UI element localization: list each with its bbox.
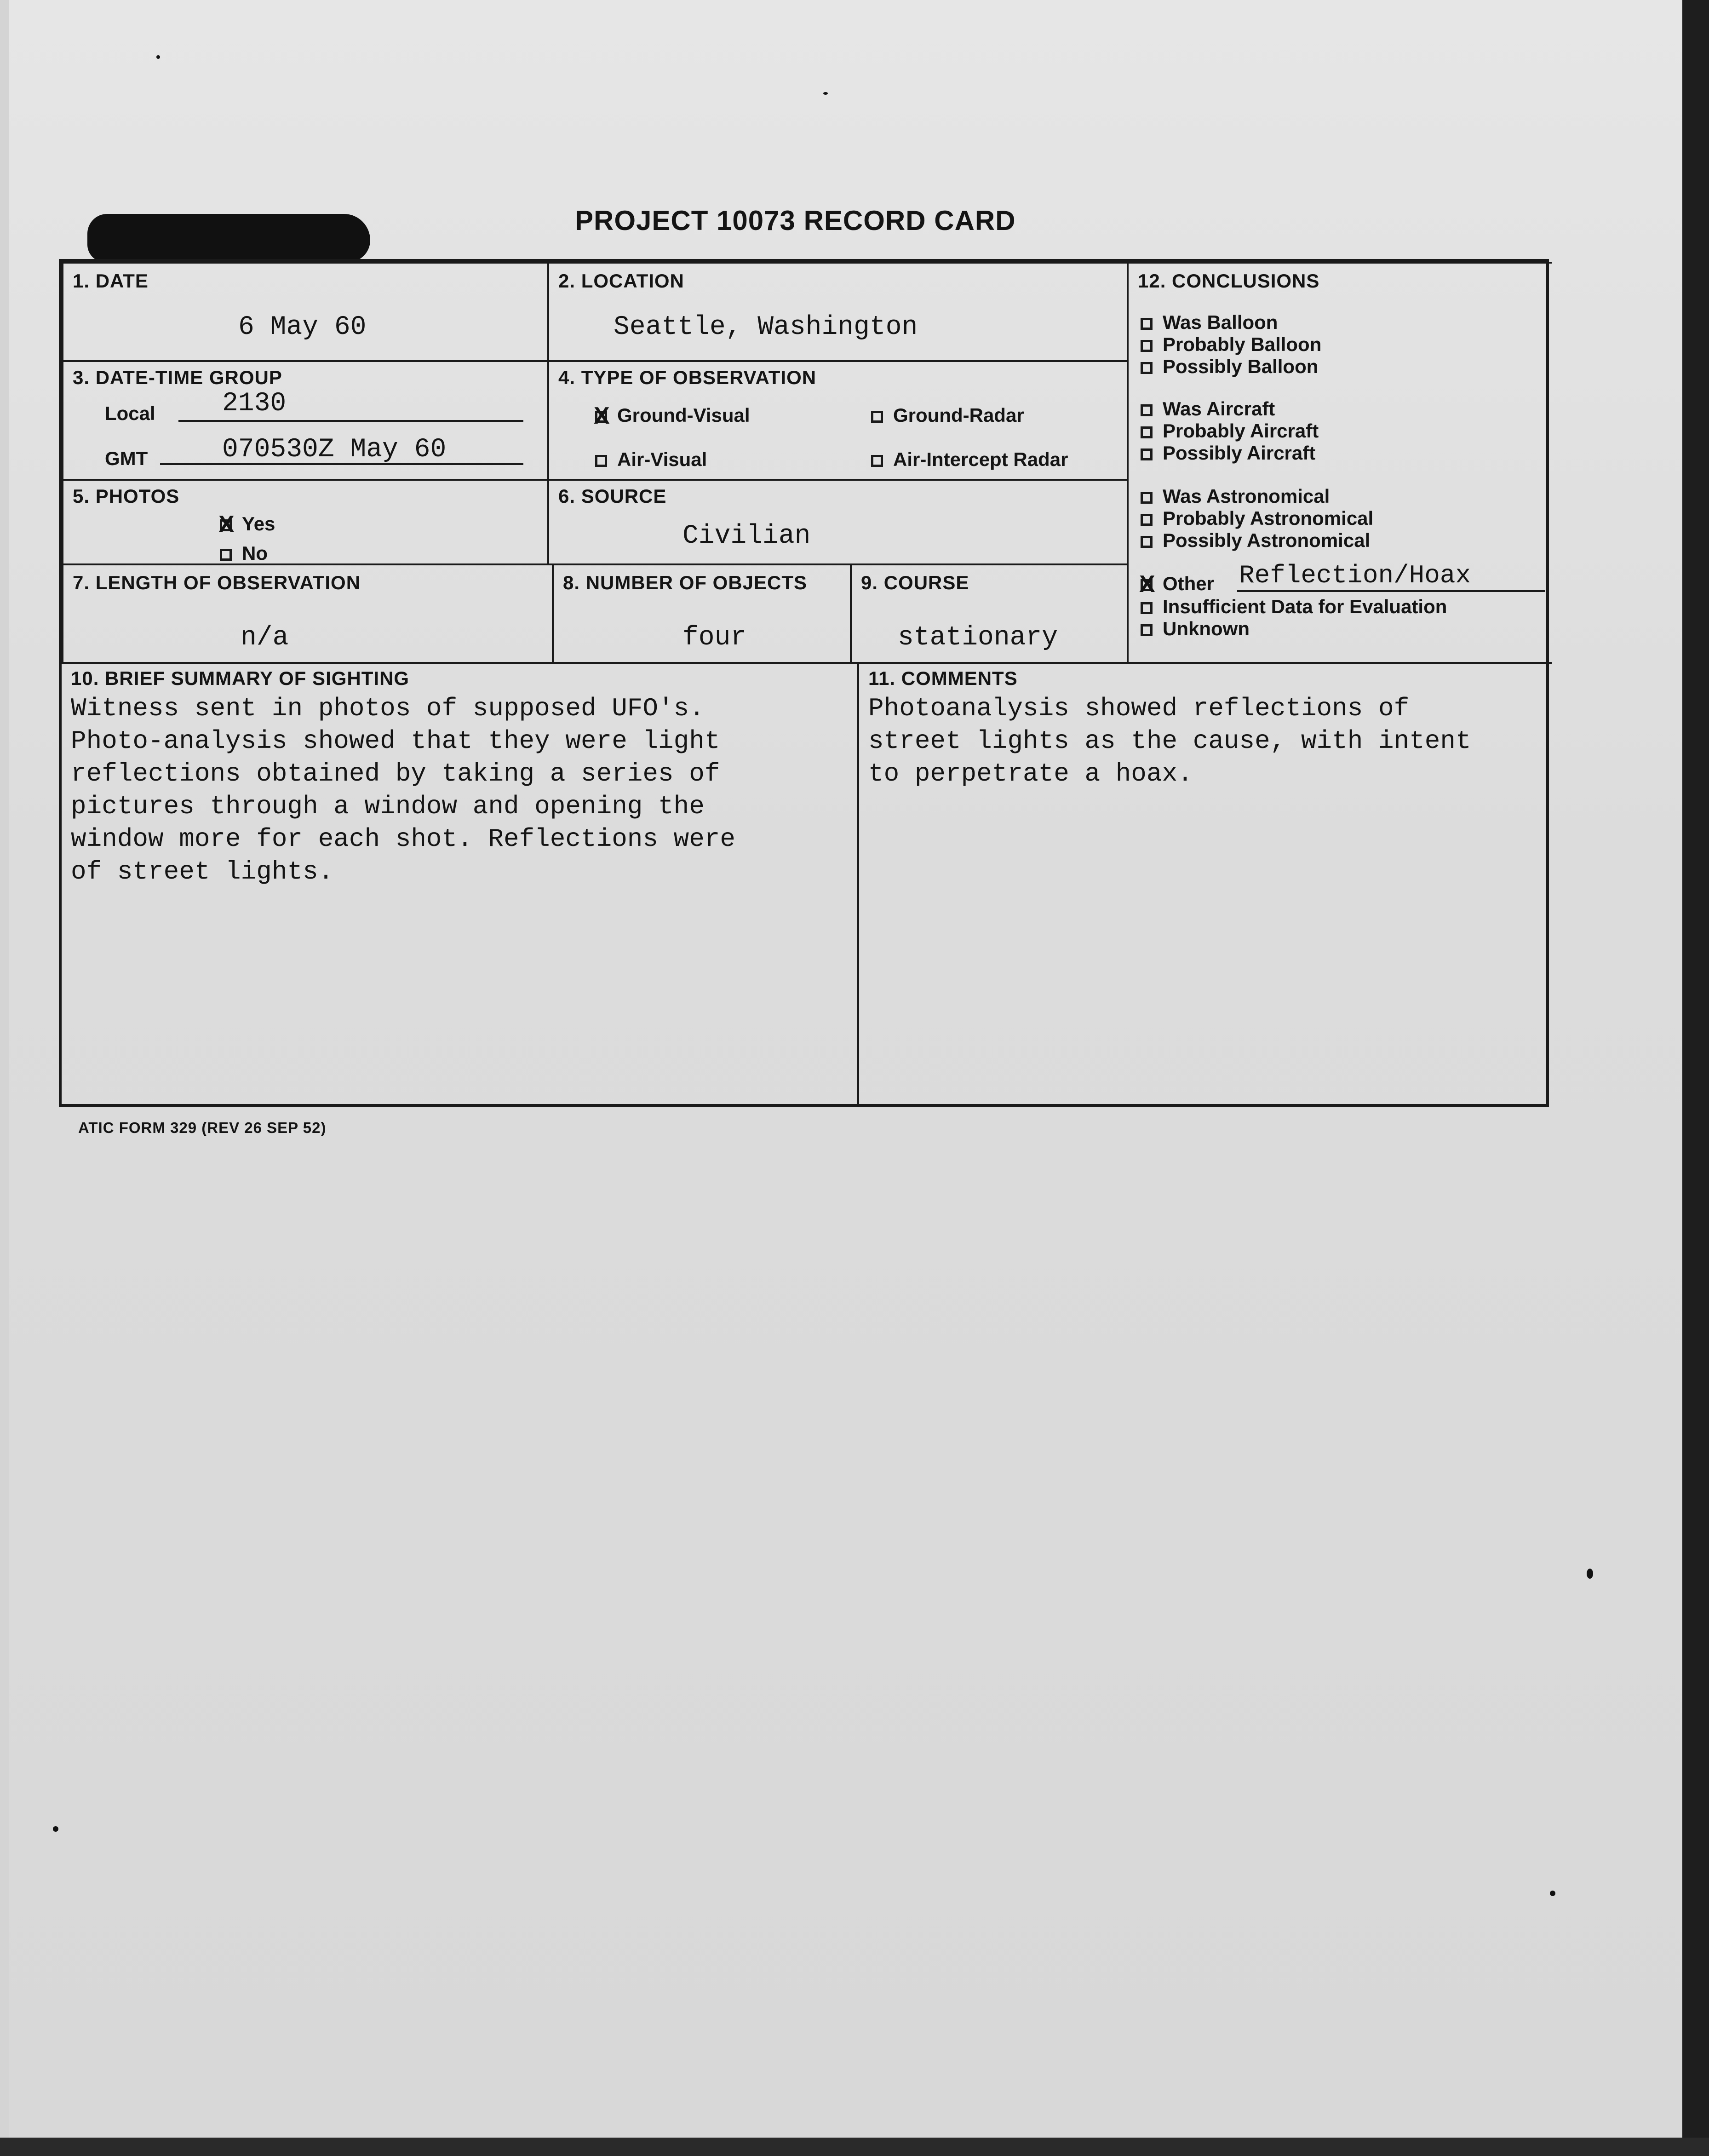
- location-cell: [547, 262, 1129, 362]
- source-value: Civilian: [682, 521, 811, 551]
- other-underline: [1237, 590, 1545, 592]
- comments-line: Photoanalysis showed reflections of: [868, 694, 1410, 723]
- conclusion-was-aircraft[interactable]: Was Aircraft: [1141, 398, 1275, 420]
- course-label: 9. COURSE: [861, 572, 969, 593]
- dust-speck: [156, 55, 160, 59]
- photos-no-option[interactable]: No: [220, 542, 268, 564]
- summary-line: pictures through a window and opening the: [71, 792, 705, 821]
- location-label: 2. LOCATION: [558, 270, 684, 292]
- local-underline: [178, 420, 523, 422]
- checkbox-icon: [1141, 448, 1153, 460]
- comments-line: to perpetrate a hoax.: [868, 759, 1193, 788]
- option-air-intercept-radar[interactable]: Air-Intercept Radar: [871, 448, 1068, 471]
- conclusion-insufficient-data[interactable]: Insufficient Data for Evaluation: [1141, 596, 1447, 618]
- checkbox-icon: [1141, 362, 1153, 374]
- conclusion-probably-balloon[interactable]: Probably Balloon: [1141, 333, 1321, 356]
- date-label: 1. DATE: [73, 270, 149, 292]
- checkbox-icon: [1141, 514, 1153, 526]
- summary-line: Witness sent in photos of supposed UFO's.: [71, 694, 705, 723]
- option-ground-visual[interactable]: XGround-Visual: [595, 404, 750, 426]
- redaction-mark: [87, 214, 370, 262]
- checkbox-icon: [871, 455, 883, 467]
- checked-box-icon: [220, 519, 232, 531]
- source-cell: [547, 479, 1129, 565]
- location-value: Seattle, Washington: [614, 312, 918, 342]
- local-value: 2130: [222, 389, 287, 419]
- photos-label: 5. PHOTOS: [73, 485, 180, 507]
- record-card: [59, 259, 1549, 1107]
- summary-line: window more for each shot. Reflections were: [71, 824, 736, 854]
- summary-line: Photo-analysis showed that they were light: [71, 726, 720, 756]
- source-label: 6. SOURCE: [558, 485, 667, 507]
- conclusion-other-value: Reflection/Hoax: [1239, 561, 1471, 590]
- checkbox-icon: [1141, 318, 1153, 330]
- photos-yes-option[interactable]: XYes: [220, 513, 275, 535]
- comments-line: street lights as the cause, with intent: [868, 726, 1471, 756]
- type-of-observation-cell: [547, 360, 1129, 481]
- conclusions-cell: [1127, 262, 1552, 664]
- dust-speck: [823, 92, 828, 95]
- dtg-label: 3. DATE-TIME GROUP: [73, 367, 282, 388]
- length-label: 7. LENGTH OF OBSERVATION: [73, 572, 361, 593]
- number-objects-value: four: [682, 623, 747, 653]
- length-value: n/a: [241, 623, 289, 653]
- checkbox-icon: [1141, 340, 1153, 352]
- local-label: Local: [105, 402, 155, 424]
- conclusion-possibly-astronomical[interactable]: Possibly Astronomical: [1141, 529, 1370, 552]
- checked-box-icon: [595, 411, 607, 423]
- checked-box-icon: [1141, 579, 1153, 591]
- comments-label: 11. COMMENTS: [868, 667, 1018, 689]
- summary-text: [71, 692, 735, 888]
- document-sheet: [9, 0, 1683, 2156]
- dust-speck: [1587, 1569, 1593, 1579]
- summary-cell: [62, 662, 859, 1104]
- date-cell: [62, 262, 549, 362]
- checkbox-icon: [1141, 536, 1153, 548]
- conclusion-other[interactable]: XOther: [1141, 573, 1214, 595]
- checkbox-icon: [871, 411, 883, 423]
- checkbox-icon: [1141, 492, 1153, 504]
- length-cell: [62, 563, 554, 664]
- course-cell: [850, 563, 1129, 664]
- dust-speck: [53, 1826, 58, 1832]
- option-air-visual[interactable]: Air-Visual: [595, 448, 707, 471]
- comments-text: [868, 692, 1471, 790]
- date-time-group-cell: [62, 360, 549, 481]
- option-ground-radar[interactable]: Ground-Radar: [871, 404, 1024, 426]
- conclusion-probably-astronomical[interactable]: Probably Astronomical: [1141, 507, 1373, 529]
- conclusion-possibly-balloon[interactable]: Possibly Balloon: [1141, 356, 1318, 378]
- number-objects-label: 8. NUMBER OF OBJECTS: [563, 572, 808, 593]
- form-number: ATIC FORM 329 (REV 26 SEP 52): [78, 1119, 327, 1136]
- summary-line: of street lights.: [71, 857, 334, 886]
- conclusion-possibly-aircraft[interactable]: Possibly Aircraft: [1141, 442, 1315, 464]
- checkbox-icon: [595, 455, 607, 467]
- type-obs-label: 4. TYPE OF OBSERVATION: [558, 367, 817, 388]
- date-value: 6 May 60: [238, 312, 367, 342]
- scan-edge-bottom: [0, 2138, 1709, 2156]
- conclusion-probably-aircraft[interactable]: Probably Aircraft: [1141, 420, 1319, 442]
- photos-cell: [62, 479, 549, 565]
- checkbox-icon: [1141, 426, 1153, 438]
- dust-speck: [1550, 1891, 1555, 1896]
- gmt-value: 070530Z May 60: [222, 435, 447, 465]
- scan-edge-right: [1682, 0, 1709, 2156]
- card-title: PROJECT 10073 RECORD CARD: [575, 205, 1016, 236]
- comments-cell: [857, 662, 1549, 1104]
- summary-line: reflections obtained by taking a series of: [71, 759, 720, 788]
- checkbox-icon: [1141, 404, 1153, 416]
- conclusion-was-astronomical[interactable]: Was Astronomical: [1141, 485, 1330, 507]
- checkbox-icon: [220, 549, 232, 561]
- checkbox-icon: [1141, 602, 1153, 614]
- conclusions-label: 12. CONCLUSIONS: [1138, 270, 1320, 292]
- summary-label: 10. BRIEF SUMMARY OF SIGHTING: [71, 667, 410, 689]
- conclusion-unknown[interactable]: Unknown: [1141, 618, 1250, 640]
- conclusion-was-balloon[interactable]: Was Balloon: [1141, 311, 1278, 333]
- gmt-label: GMT: [105, 448, 148, 469]
- course-value: stationary: [898, 623, 1058, 653]
- checkbox-icon: [1141, 624, 1153, 636]
- number-of-objects-cell: [552, 563, 852, 664]
